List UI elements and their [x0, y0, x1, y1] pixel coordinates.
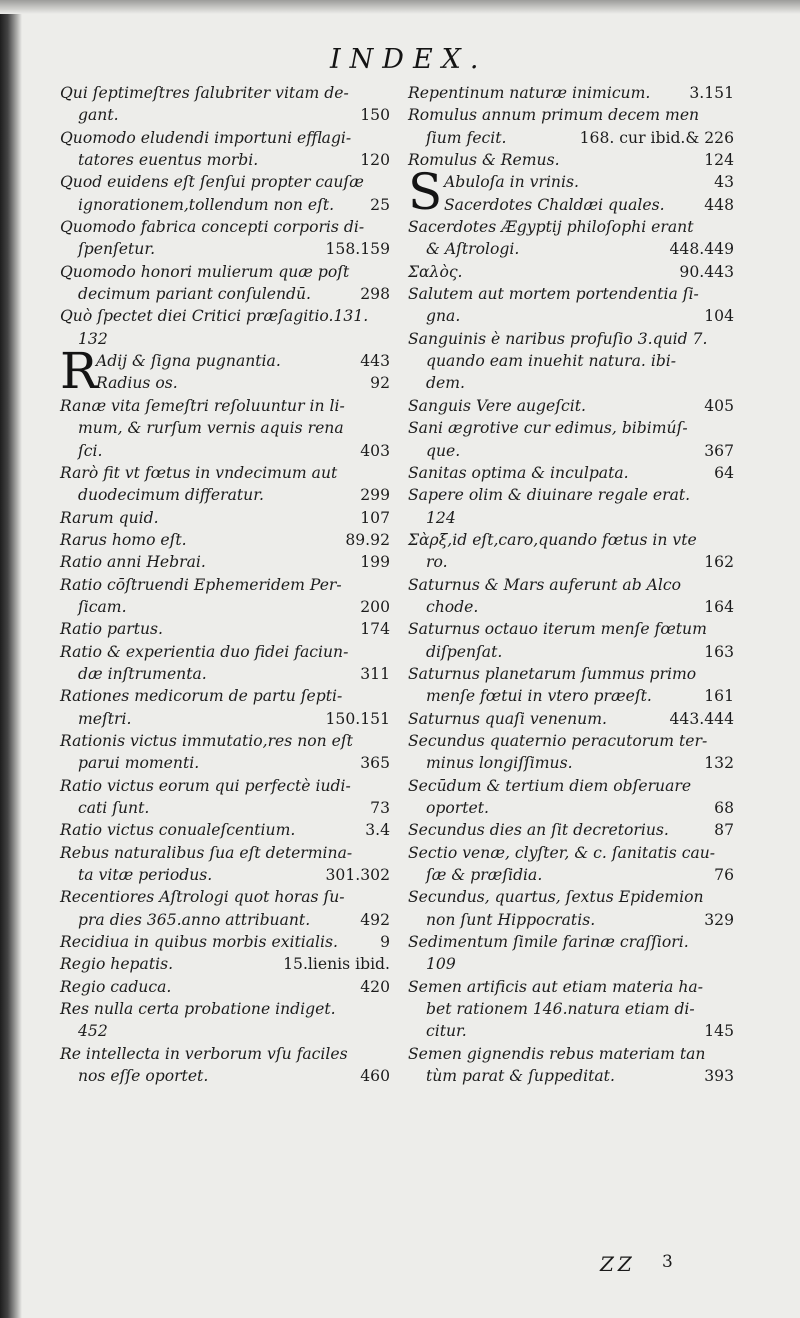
entry-text: non ſunt Hippocratis. [426, 910, 596, 929]
entry-line [60, 305, 390, 327]
index-entry [60, 1043, 390, 1088]
entry-line [60, 663, 390, 685]
entry-line [60, 641, 390, 663]
index-entry [408, 216, 734, 261]
page-reference: 158.159 [325, 240, 390, 259]
index-entry [60, 574, 390, 619]
entry-line [60, 350, 390, 372]
entry-text: Repentinum naturæ inimicum. [408, 84, 651, 102]
entry-line [60, 1020, 390, 1042]
entry-text: Recidiua in quibus morbis exitialis. [60, 933, 338, 952]
index-entry [408, 931, 734, 976]
entry-line [408, 417, 734, 439]
entry-text: Secundus, quartus, ſextus Epidemion [408, 888, 704, 907]
entry-line [60, 1065, 390, 1087]
page-reference: 120 [360, 151, 390, 170]
entry-text: ſicam. [78, 597, 127, 616]
entry-text: Radius os. [96, 374, 178, 393]
entry-line [408, 886, 734, 908]
entry-line [408, 507, 734, 529]
entry-text: Quomodo honori mulierum quæ poſt [60, 262, 350, 281]
index-entry [408, 395, 734, 417]
entry-line [408, 440, 734, 462]
entry-text: cati ſunt. [78, 799, 150, 817]
index-entry [60, 819, 390, 841]
entry-text: tùm parat & ſuppeditat. [426, 1067, 615, 1086]
entry-line [60, 462, 390, 484]
page-reference: 460 [360, 1067, 390, 1086]
index-entry [408, 328, 734, 395]
entry-text: 109 [426, 955, 456, 974]
entry-text: Rationes medicorum de partu ſepti- [60, 687, 343, 706]
entry-text: Σαλὸς. [408, 262, 463, 281]
entry-line [408, 842, 734, 864]
entry-text: meſtri. [78, 709, 132, 728]
entry-line [408, 752, 734, 774]
entry-line [60, 618, 390, 640]
entry-text: quando eam inuehit natura. ibi- [426, 352, 677, 371]
entry-line [60, 842, 390, 864]
entry-line [60, 440, 390, 462]
entry-line [408, 395, 734, 417]
entry-line [60, 149, 390, 171]
page-reference: 3.4 [365, 821, 390, 840]
index-entry [408, 82, 734, 104]
entry-text: Σὰρξ,id eſt,caro,quando fœtus in vte [408, 530, 697, 549]
entry-text: Quomodo eludendi importuni efflagi- [60, 128, 352, 147]
page-reference: 443 [360, 352, 390, 371]
entry-text: Regio hepatis. [60, 955, 174, 974]
entry-text: Sanguis Vere augeſcit. [408, 396, 586, 415]
entry-line [60, 596, 390, 618]
page-reference: 15.lienis ibid. [283, 955, 390, 974]
page-reference: 25 [370, 195, 390, 214]
entry-line [60, 864, 390, 886]
page-reference: 9 [380, 933, 390, 952]
entry-line [60, 82, 390, 104]
entry-text: Abuloſa in vrinis. [444, 173, 579, 192]
page-reference: 150 [360, 106, 390, 125]
entry-text: Rebus naturalibus ſua eſt determina- [60, 843, 353, 862]
page-reference: 298 [360, 285, 390, 304]
page-reference: 365 [360, 754, 390, 773]
entry-line [408, 730, 734, 752]
entry-line [408, 82, 734, 104]
entry-line [408, 976, 734, 998]
entry-line [408, 171, 734, 193]
index-entry [60, 216, 390, 261]
entry-text: Romulus annum primum decem men [408, 106, 700, 125]
entry-line [408, 328, 734, 350]
page-reference: 76 [714, 866, 734, 885]
page-reference: 448 [704, 195, 734, 214]
entry-text: Sanitas optima & inculpata. [408, 463, 629, 482]
entry-text: minus longiſſimus. [426, 754, 573, 773]
entry-text: gant. [78, 106, 119, 125]
page-reference: 200 [360, 597, 390, 616]
page-reference: 164 [704, 597, 734, 616]
drop-cap-initial: R [60, 342, 98, 401]
entry-text: Regio caduca. [60, 977, 172, 996]
entry-line [60, 708, 390, 730]
entry-line [408, 149, 734, 171]
index-entry [60, 127, 390, 172]
entry-line [60, 752, 390, 774]
entry-text: Secūdum & tertium diem obſeruare [408, 776, 692, 795]
entry-line [60, 685, 390, 707]
page-reference: 89.92 [345, 530, 390, 549]
entry-text: mum, & rurſum vernis aquis rena [78, 419, 344, 438]
entry-line [408, 663, 734, 685]
page-reference: 311 [360, 664, 390, 683]
page-reference: 492 [360, 910, 390, 929]
entry-text: Sectio venæ, clyſter, & c. ſanitatis cau- [408, 843, 716, 862]
index-entry [408, 1043, 734, 1088]
entry-text: Ratio victus eorum qui perfectè iudi- [60, 776, 351, 795]
entry-line [60, 819, 390, 841]
entry-text: ſæ & præſidia. [426, 866, 543, 885]
entry-line [408, 864, 734, 886]
page-reference: 3.151 [689, 84, 734, 102]
entry-line [408, 529, 734, 551]
page-reference: 299 [360, 486, 390, 505]
page-reference: 132 [704, 754, 734, 773]
entry-text: Romulus & Remus. [408, 151, 560, 170]
index-entry [60, 395, 390, 462]
page-reference: 405 [704, 396, 734, 415]
entry-text: Sani ægrotive cur edimus, bibimúſ- [408, 419, 688, 438]
index-entry [60, 462, 390, 507]
entry-text: Rarò fit vt fœtus in vndecimum aut [60, 463, 338, 482]
entry-text: 452 [78, 1022, 108, 1041]
entry-text: chode. [426, 597, 479, 616]
entry-line [408, 350, 734, 372]
entry-line [60, 953, 390, 975]
entry-text: Ratio cōſtruendi Ephemeridem Per- [60, 575, 342, 594]
entry-line [60, 775, 390, 797]
entry-line [408, 194, 734, 216]
catchword: ZZ [600, 1252, 636, 1276]
index-entry [408, 462, 734, 484]
index-entry [408, 261, 734, 283]
entry-line [60, 797, 390, 819]
entry-line [408, 708, 734, 730]
entry-text: Quò ſpectet diei Critici præſagitio.131. [60, 307, 369, 326]
entry-text: Sedimentum ſimile farinæ craſſiori. [408, 933, 689, 952]
page-reference: 161 [704, 687, 734, 706]
entry-text: ta vitæ periodus. [78, 866, 213, 885]
index-column-left [60, 82, 390, 1087]
page-reference: 90.443 [679, 262, 734, 281]
index-entry [60, 171, 390, 216]
entry-line [408, 104, 734, 126]
entry-text: dæ inſtrumenta. [78, 664, 207, 683]
entry-text: Sanguinis è naribus profuſio 3.quid 7. [408, 329, 708, 348]
index-entry [60, 507, 390, 529]
entry-line [408, 931, 734, 953]
page-reference: 199 [360, 553, 390, 572]
entry-text: pra dies 365.anno attribuant. [78, 910, 311, 929]
entry-text: Qui ſeptimeſtres ſalubriter vitam de- [60, 84, 349, 102]
index-entry [408, 730, 734, 775]
entry-text: Semen artificis aut etiam materia ha- [408, 977, 703, 996]
entry-text: Rarum quid. [60, 508, 159, 527]
entry-text: 124 [426, 508, 456, 527]
index-entry [60, 618, 390, 640]
entry-line [408, 618, 734, 640]
page-reference: 162 [704, 553, 734, 572]
entry-line [60, 484, 390, 506]
entry-line [60, 372, 390, 394]
page-reference: 73 [370, 799, 390, 817]
page-reference: 150.151 [325, 709, 390, 728]
page-reference: 124 [704, 151, 734, 170]
entry-text: ignorationem,tollendum non eſt. [78, 195, 335, 214]
entry-line [408, 953, 734, 975]
entry-text: ro. [426, 553, 448, 572]
entry-text: que. [426, 441, 461, 460]
page-reference: 43 [714, 173, 734, 192]
index-entry [408, 775, 734, 820]
entry-text: Secundus dies an ſit decretorius. [408, 821, 669, 840]
entry-text: Rarus homo eſt. [60, 530, 187, 549]
entry-text: Quomodo fabrica concepti corporis di- [60, 218, 365, 237]
index-entry [408, 886, 734, 931]
drop-cap-initial: S [408, 163, 443, 222]
entry-line [408, 372, 734, 394]
entry-line [60, 529, 390, 551]
entry-line [408, 305, 734, 327]
entry-line [60, 283, 390, 305]
entry-line [408, 909, 734, 931]
entry-line [408, 1065, 734, 1087]
index-entry [60, 342, 390, 401]
entry-line [60, 238, 390, 260]
entry-line [408, 127, 734, 149]
entry-text: Res nulla certa probatione indiget. [60, 1000, 336, 1019]
index-entry [60, 775, 390, 820]
entry-line [408, 462, 734, 484]
index-entry [60, 82, 390, 127]
entry-text: dem. [426, 374, 465, 393]
index-entry [60, 998, 390, 1043]
entry-text: Recentiores Aſtrologi quot horas ſu- [60, 888, 345, 907]
page-reference: 107 [360, 508, 390, 527]
entry-text: Saturnus & Mars auferunt ab Alco [408, 575, 682, 594]
index-entry [60, 641, 390, 686]
entry-text: Saturnus quaſi venenum. [408, 709, 607, 728]
entry-line [60, 104, 390, 126]
entry-line [60, 395, 390, 417]
entry-text: Ratio & experientia duo fidei faciun- [60, 642, 349, 661]
entry-text: Sapere olim & diuinare regale erat. [408, 486, 691, 505]
index-entry [408, 708, 734, 730]
index-entry [408, 529, 734, 574]
page-reference: 87 [714, 821, 734, 840]
page-reference: 367 [704, 441, 734, 460]
page-reference: 174 [360, 620, 390, 639]
index-entry [60, 529, 390, 551]
index-entry [408, 163, 734, 222]
signature-mark: 3 [662, 1252, 673, 1272]
entry-text: Saturnus octauo iterum menſe fœtum [408, 620, 707, 639]
entry-line [408, 551, 734, 573]
entry-text: Ratio partus. [60, 620, 163, 639]
entry-line [408, 641, 734, 663]
index-entry [60, 305, 390, 350]
entry-line [408, 819, 734, 841]
entry-line [60, 216, 390, 238]
entry-text: Semen gignendis rebus materiam tan [408, 1044, 706, 1063]
index-entry [60, 931, 390, 953]
entry-text: Sacerdotes Chaldæi quales. [444, 195, 665, 214]
index-entry [408, 104, 734, 149]
index-entry [408, 484, 734, 529]
entry-text: ſpenſetur. [78, 240, 156, 259]
entry-text: tatores euentus morbi. [78, 151, 259, 170]
entry-text: Secundus quaternio peracutorum ter- [408, 731, 708, 750]
entry-line [60, 328, 390, 350]
index-entry [408, 819, 734, 841]
page-reference: 301.302 [325, 866, 390, 885]
entry-line [408, 574, 734, 596]
page-top-shadow [0, 0, 800, 14]
entry-text: oportet. [426, 799, 489, 817]
entry-text: Re intellecta in verborum vſu faciles [60, 1044, 348, 1063]
entry-line [408, 1043, 734, 1065]
entry-line [408, 685, 734, 707]
page-reference: 168. cur ibid.& 226 [579, 128, 734, 147]
entry-text: nos eſſe oportet. [78, 1067, 209, 1086]
page-reference: 145 [704, 1022, 734, 1041]
page-reference: 329 [704, 910, 734, 929]
page-header: INDEX. [330, 44, 488, 75]
entry-text: Rationis victus immutatio,res non eſt [60, 731, 353, 750]
entry-line [60, 194, 390, 216]
page-reference: 163 [704, 642, 734, 661]
index-entry [60, 551, 390, 573]
entry-text: diſpenſat. [426, 642, 503, 661]
index-entry [60, 261, 390, 306]
index-entry [408, 283, 734, 328]
entry-line [60, 127, 390, 149]
entry-line [408, 216, 734, 238]
page-reference: 443.444 [669, 709, 734, 728]
index-column-right [408, 82, 734, 1087]
entry-text: Adij & ſigna pugnantia. [96, 352, 281, 371]
entry-line [60, 886, 390, 908]
entry-text: Salutem aut mortem portendentia ſi- [408, 285, 699, 304]
entry-line [408, 283, 734, 305]
page-reference: 68 [714, 799, 734, 817]
entry-line [60, 730, 390, 752]
index-entry [408, 842, 734, 887]
entry-text: Quod euidens eſt ſenſui propter cauſæ [60, 173, 364, 192]
page-reference: 403 [360, 441, 390, 460]
entry-text: bet rationem 146.natura etiam di- [426, 1000, 695, 1019]
entry-text: & Aſtrologi. [426, 240, 520, 259]
page-reference: 104 [704, 307, 734, 326]
entry-line [408, 484, 734, 506]
entry-line [60, 976, 390, 998]
page-gutter-shadow [0, 0, 22, 1318]
entry-line [408, 775, 734, 797]
entry-line [60, 1043, 390, 1065]
index-entry [408, 618, 734, 663]
index-entry [60, 730, 390, 775]
entry-line [60, 998, 390, 1020]
entry-text: Saturnus planetarum ſummus primo [408, 664, 697, 683]
page-reference: 448.449 [669, 240, 734, 259]
entry-text: citur. [426, 1022, 467, 1041]
entry-line [60, 261, 390, 283]
index-entry [60, 886, 390, 931]
entry-line [60, 574, 390, 596]
entry-line [408, 998, 734, 1020]
entry-line [60, 551, 390, 573]
entry-text: duodecimum differatur. [78, 486, 264, 505]
entry-line [408, 261, 734, 283]
page-reference: 420 [360, 977, 390, 996]
entry-text: Ratio victus conualeſcentium. [60, 821, 296, 840]
entry-line [60, 507, 390, 529]
entry-line [408, 238, 734, 260]
entry-line [60, 171, 390, 193]
entry-text: Ranæ vita ſemeſtri reſoluuntur in li- [60, 396, 345, 415]
index-entry [408, 574, 734, 619]
index-entry [408, 149, 734, 171]
entry-line [408, 1020, 734, 1042]
entry-line [60, 931, 390, 953]
page-reference: 92 [370, 374, 390, 393]
entry-text: parui momenti. [78, 754, 200, 773]
index-entry [408, 976, 734, 1043]
index-entry [60, 685, 390, 730]
entry-text: Ratio anni Hebrai. [60, 553, 206, 572]
entry-text: ſium fecit. [426, 128, 507, 147]
index-entry [60, 842, 390, 887]
entry-text: menſe fœtui in vtero præeſt. [426, 687, 652, 706]
index-entry [408, 663, 734, 708]
page-reference: 393 [704, 1067, 734, 1086]
entry-line [60, 417, 390, 439]
entry-line [408, 797, 734, 819]
entry-text: decimum pariant conſulendū. [78, 285, 312, 304]
entry-text: gna. [426, 307, 461, 326]
entry-text: 132 [78, 329, 108, 348]
entry-text: Sacerdotes Ægyptij philoſophi erant [408, 218, 694, 237]
entry-text: ſci. [78, 441, 103, 460]
entry-line [60, 909, 390, 931]
page-reference: 64 [714, 463, 734, 482]
index-entry [408, 417, 734, 462]
index-entry [60, 976, 390, 998]
entry-line [408, 596, 734, 618]
index-entry [60, 953, 390, 975]
